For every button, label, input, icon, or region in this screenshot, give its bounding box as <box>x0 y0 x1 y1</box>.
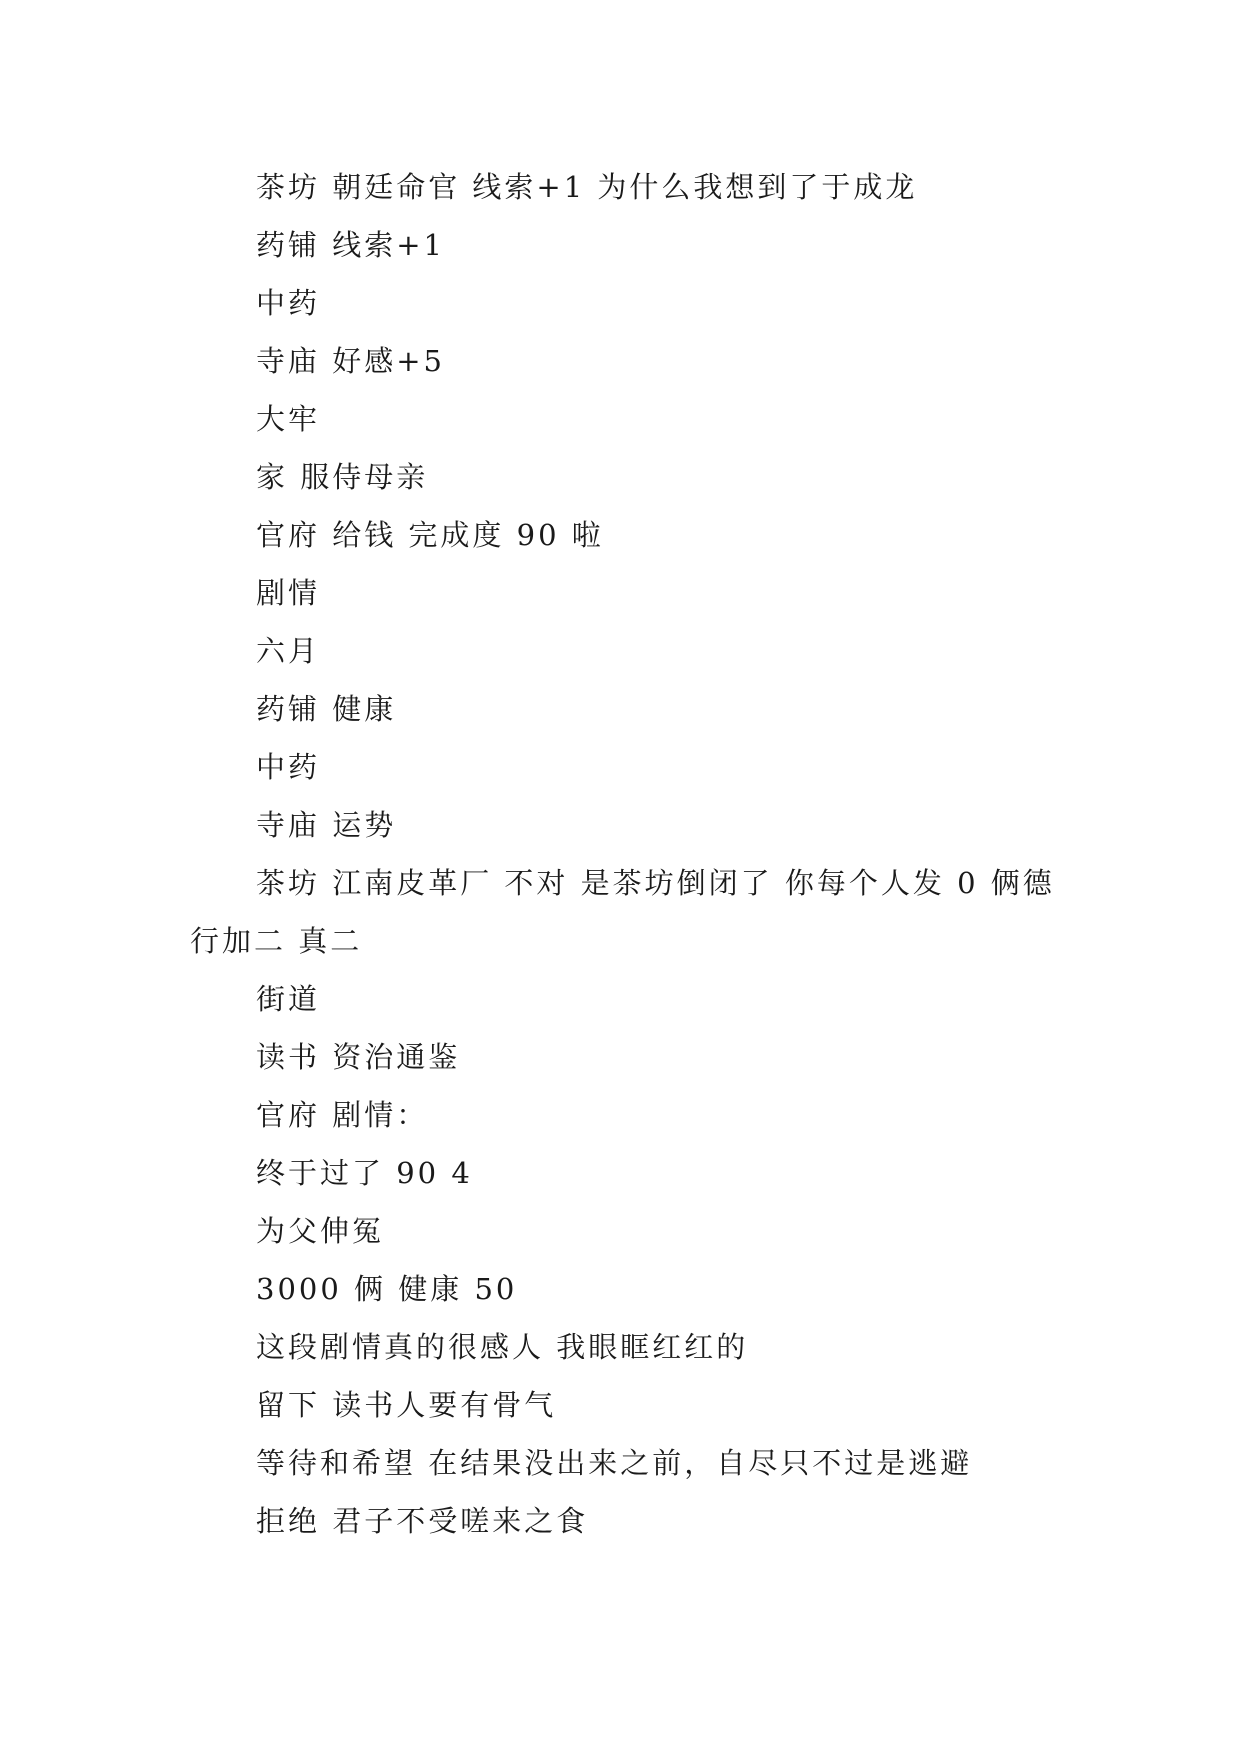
paragraph-line: 为父伸冤 <box>256 1214 385 1248</box>
paragraph-line: 中药 <box>256 286 321 320</box>
paragraph-line: 官府 给钱 完成度 90 啦 <box>256 518 604 552</box>
paragraph-line: 终于过了 90 4 <box>256 1156 473 1190</box>
paragraph-line: 读书 资治通鉴 <box>256 1040 461 1074</box>
paragraph-line: 六月 <box>256 634 321 668</box>
paragraph-line: 留下 读书人要有骨气 <box>256 1388 557 1422</box>
paragraph-line: 家 服侍母亲 <box>256 460 429 494</box>
paragraph-line: 中药 <box>256 750 321 784</box>
paragraph-line: 茶坊 江南皮革厂 不对 是茶坊倒闭了 你每个人发 0 俩德行加二 真二 <box>190 866 1055 958</box>
paragraph-line: 官府 剧情： <box>256 1098 429 1132</box>
paragraph-line: 药铺 健康 <box>256 692 397 726</box>
paragraph-line: 3000 俩 健康 50 <box>256 1272 518 1306</box>
paragraph-line: 茶坊 朝廷命官 线索+1 为什么我想到了于成龙 <box>256 170 918 204</box>
paragraph-line: 这段剧情真的很感人 我眼眶红红的 <box>256 1330 749 1364</box>
document-body <box>190 158 1060 1550</box>
paragraph-line: 拒绝 君子不受嗟来之食 <box>256 1504 589 1538</box>
paragraph-line: 街道 <box>256 982 321 1016</box>
paragraph-line: 寺庙 好感+5 <box>256 344 445 378</box>
paragraph-line: 寺庙 运势 <box>256 808 397 842</box>
paragraph-line: 等待和希望 在结果没出来之前，自尽只不过是逃避 <box>256 1446 973 1480</box>
paragraph-line: 药铺 线索+1 <box>256 228 445 262</box>
paragraph-line: 剧情 <box>256 576 321 610</box>
paragraph-line: 大牢 <box>256 402 321 436</box>
